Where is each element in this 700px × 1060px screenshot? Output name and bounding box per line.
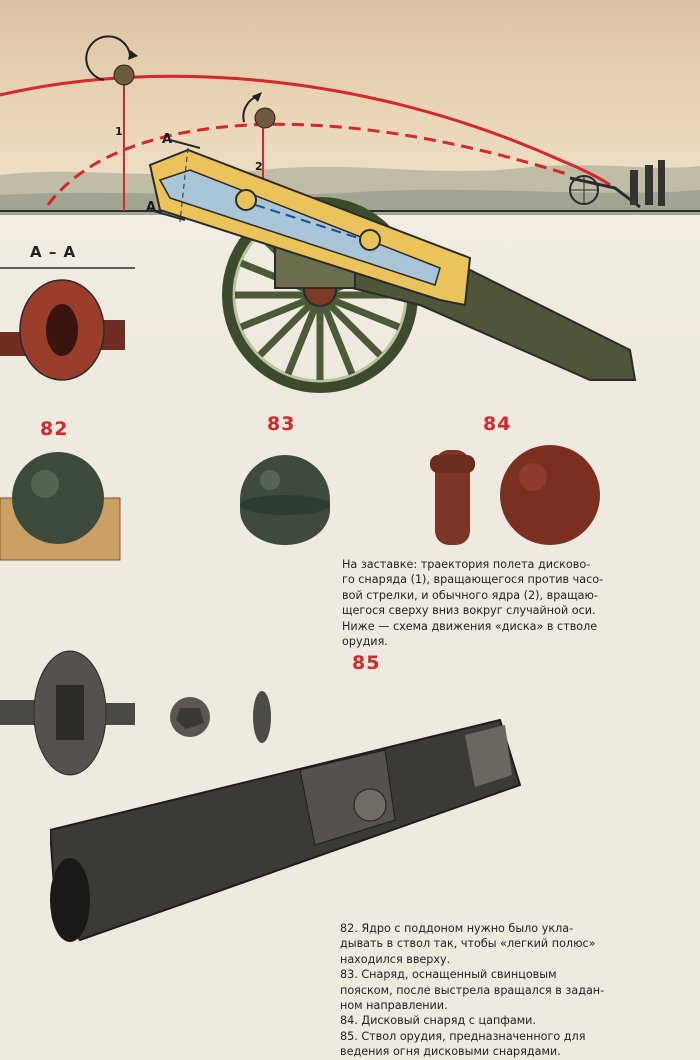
figure-82-ball-with-sabot — [0, 450, 130, 565]
figure-84-disk-with-trunnions — [425, 445, 615, 550]
caption-bottom-line: ном направлении. — [340, 999, 448, 1013]
figure-83-lead-belt-projectile — [230, 445, 340, 550]
caption-top — [342, 557, 692, 649]
caption-bottom-line: 83. Снаряд, оснащенный свинцовым — [340, 968, 557, 982]
caption-bottom-line: 85. Ствол орудия, предназначенного для — [340, 1029, 586, 1043]
caption-bottom — [340, 921, 696, 1060]
caption-bottom-line: дывать в ствол так, чтобы «легкий полюс» — [340, 937, 596, 951]
section-a-a-drawing — [0, 280, 125, 380]
label-disk-number: 1 — [115, 125, 123, 138]
caption-top-line: На заставке: траектория полета дисково- — [342, 558, 591, 571]
figure-number-83: 83 — [267, 413, 296, 435]
figure-85-barrel — [50, 715, 530, 955]
caption-bottom-line: находился вверху. — [340, 952, 451, 966]
caption-bottom-line: ведения огня дисковыми снарядами. — [340, 1045, 561, 1059]
label-cut-bottom: А — [146, 200, 157, 215]
figure-number-85: 85 — [352, 652, 381, 674]
figure-number-84: 84 — [483, 413, 512, 435]
caption-top-line: орудия. — [342, 635, 388, 649]
label-cut-top: А — [162, 132, 173, 147]
caption-top-line: вой стрелки, и обычного ядра (2), вращаю- — [342, 588, 598, 602]
label-ball-number: 2 — [255, 160, 263, 173]
caption-top-line: щегося сверху вниз вокруг случайной оси. — [342, 604, 596, 618]
caption-top-line: Ниже — схема движения «диска» в стволе — [342, 619, 598, 633]
caption-bottom-line: 84. Дисковый снаряд с цапфами. — [340, 1014, 536, 1028]
caption-top-line: го снаряда (1), вращающегося против часо- — [342, 573, 604, 587]
figure-number-82: 82 — [40, 418, 69, 440]
caption-bottom-line: 82. Ядро с поддоном нужно было укла- — [340, 922, 574, 935]
section-label: А – А — [30, 243, 77, 261]
cannon-trajectory-illustration — [0, 0, 700, 400]
caption-bottom-line: пояском, после выстрела вращался в задан- — [340, 983, 605, 997]
